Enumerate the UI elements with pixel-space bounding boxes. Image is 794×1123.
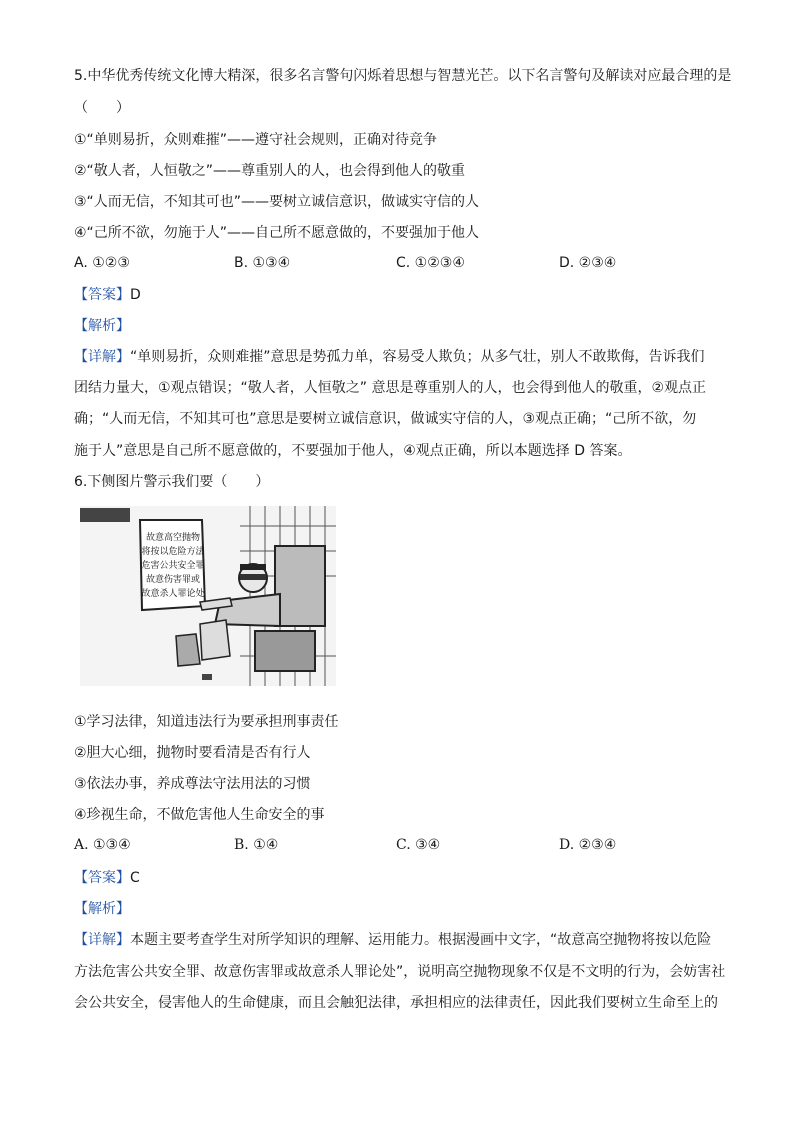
q6-option-c: C. ③④ [396, 837, 441, 853]
cartoon-image [80, 506, 336, 686]
lower-window [255, 631, 315, 671]
trash-bag [200, 620, 230, 660]
window-frame [275, 546, 325, 626]
q5-option-a: A. ①②③ [74, 255, 130, 271]
q6-detail-text-1: 本题主要考查学生对所学知识的理解、运用能力。根据漫画中文字，“故意高空抛物将按以危险 [130, 932, 712, 948]
q5-answer-value: D [130, 287, 141, 303]
q5-item-1: ①“单则易折，众则难摧”——遵守社会规则，正确对待竞争 [74, 132, 438, 148]
q6-answer-tag: 【答案】 [74, 870, 130, 886]
q5-paren: （ ） [74, 100, 130, 116]
sign-text-5: 故意杀人罪论处 [141, 589, 205, 599]
q6-detail-line-1 [74, 930, 711, 950]
q6-item-3: ③依法办事，养成尊法守法用法的习惯 [74, 776, 311, 792]
q5-answer [74, 285, 141, 305]
q6-item-1: ①学习法律，知道违法行为要承担刑事责任 [74, 714, 339, 730]
q6-options [74, 837, 714, 857]
q5-item-2: ②“敬人者，人恒敬之”——尊重别人的人，也会得到他人的敬重 [74, 163, 466, 179]
q5-detail-line-3: 确；“人而无信，不知其可也”意思是要树立诚信意识，做诚实守信的人，③观点正确；“己所不欲，勿 [74, 411, 697, 427]
q5-detail-line-4: 施于人”意思是自己所不愿意做的，不要强加于他人，④观点正确，所以本题选择 D 答案。 [74, 443, 632, 459]
q6-detail-tag: 【详解】 [74, 932, 130, 948]
q5-detail-text-1: “单则易折，众则难摧”意思是势孤力单，容易受人欺负；从多气壮，别人不敢欺侮，告诉我们 [130, 349, 705, 365]
banner-beam [80, 508, 130, 522]
q6-title: 6.下侧图片警示我们要（ ） [74, 474, 270, 490]
q6-answer-value: C [130, 870, 140, 886]
q6-option-a: A. ①③④ [74, 837, 131, 853]
q5-item-3: ③“人而无信，不知其可也”——要树立诚信意识，做诚实守信的人 [74, 194, 480, 210]
q5-item-4: ④“己所不欲，勿施于人”——自己所不愿意做的，不要强加于他人 [74, 225, 480, 241]
man-glasses [240, 574, 266, 580]
man-hair [240, 564, 266, 570]
q5-analysis-tag: 【解析】 [74, 318, 130, 334]
q5-option-c: C. ①②③④ [396, 255, 465, 271]
q6-option-b: B. ①④ [234, 837, 279, 853]
q5-detail-tag: 【详解】 [74, 349, 130, 365]
q6-item-2: ②胆大心细，抛物时要看清是否有行人 [74, 745, 311, 761]
q5-answer-tag: 【答案】 [74, 287, 130, 303]
falling-bottle [176, 634, 200, 666]
q6-item-4: ④珍视生命，不做危害他人生命安全的事 [74, 807, 325, 823]
q6-detail-line-2: 方法危害公共安全罪、故意伤害罪或故意杀人罪论处”，说明高空抛物现象不仅是不文明的行为，会妨害社 [74, 964, 726, 980]
q6-option-d: D. ②③④ [559, 837, 617, 853]
sign-text-2: 将按以危险方法 [141, 547, 205, 557]
q5-title: 5.中华优秀传统文化博大精深，很多名言警句闪烁着思想与智慧光芒。以下名言警句及解读对应最合理的是 [74, 68, 732, 84]
q5-option-d: D. ②③④ [559, 255, 617, 271]
debris [202, 674, 212, 680]
sign-text-4: 故意伤害罪或 [145, 575, 201, 585]
q5-detail-line-1 [74, 347, 705, 367]
q6-detail-line-3: 会公共安全，侵害他人的生命健康，而且会触犯法律，承担相应的法律责任，因此我们要树立生命至上的 [74, 995, 718, 1011]
q5-detail-line-2: 团结力量大，①观点错误；“敬人者，人恒敬之” 意思是尊重别人的人，也会得到他人的敬重，②观点正 [74, 380, 707, 396]
q5-option-b: B. ①③④ [234, 255, 291, 271]
sign-text-1: 故意高空抛物 [145, 533, 201, 543]
q5-options [74, 255, 714, 275]
sign-text-3: 危害公共安全罪 [141, 561, 205, 571]
q6-analysis-tag: 【解析】 [74, 901, 130, 917]
q6-answer [74, 868, 140, 888]
